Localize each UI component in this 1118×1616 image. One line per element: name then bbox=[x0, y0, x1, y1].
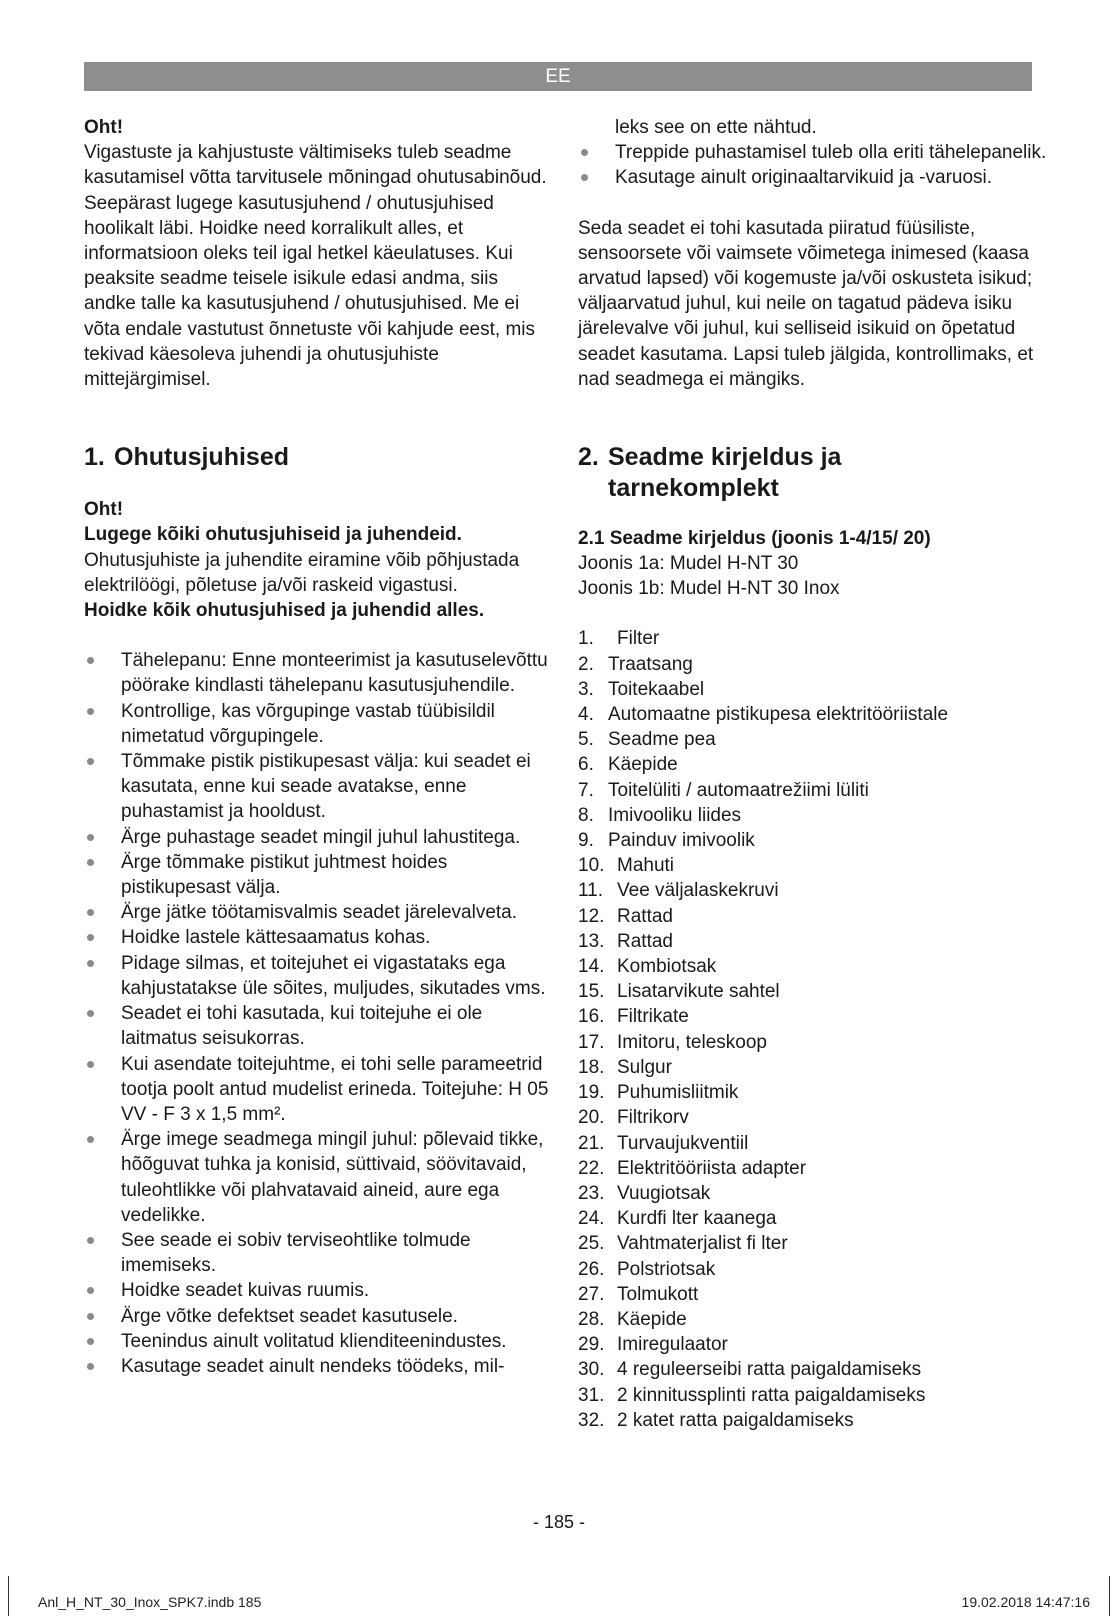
list-item: Ärge võtke defektset seadet kasutusele. bbox=[84, 1304, 554, 1329]
list-item: Tõmmake pistik pistikupesast välja: kui seadet ei kasutata, enne kui seade avatakse, enne puhastamist ja hooldust. bbox=[84, 749, 554, 825]
list-item: 7. Toitelüliti / automaatrežiimi lüliti bbox=[578, 779, 869, 801]
footer-file-info: Anl_H_NT_30_Inox_SPK7.indb 185 bbox=[38, 1594, 262, 1610]
list-item: 12. Rattad bbox=[578, 905, 673, 927]
list-item: 2. Traatsang bbox=[578, 653, 693, 675]
list-item: See seade ei sobiv terviseohtlike tolmude imemiseks. bbox=[84, 1228, 554, 1278]
list-item: 26. Polstriotsak bbox=[578, 1258, 716, 1280]
section-2-title-line-2: tarnekomplekt bbox=[608, 474, 779, 503]
list-item: 18. Sulgur bbox=[578, 1056, 672, 1078]
section-1-number: 1. bbox=[84, 443, 105, 472]
list-item: Teenindus ainult volitatud klienditeenindustes. bbox=[84, 1329, 554, 1354]
list-item: Ärge jätke töötamisvalmis seadet järelevalveta. bbox=[84, 900, 554, 925]
figure-1a-caption: Joonis 1a: Mudel H-NT 30 bbox=[578, 553, 799, 575]
list-item: Kui asendate toitejuhtme, ei tohi selle parameetrid tootja poolt antud mudelist erineda. Toitejuhe: H 05 VV - F 3 x 1,5 mm². bbox=[84, 1052, 554, 1128]
language-header-bar bbox=[84, 62, 1032, 91]
list-item: 21. Turvaujukventiil bbox=[578, 1132, 749, 1154]
intro-paragraph: Vigastuste ja kahjustuste vältimiseks tuleb seadme kasutamisel võtta tarvitusele mõningad ohutusabinõud. Seepärast lugege kasutusjuhend / ohutusjuhised hoolikalt läbi. Hoidke need korralikult alles, et informatsioon oleks teil igal hetkel käeulatuses. Kui peaksite seadme teisele isikule edasi andma, siis andke talle ka kasutusjuhend / ohutusjuhised. Me ei võta endale vastutust õnnetuste või kahjude eest, mis tekivad käesoleva juhendi ja ohutusjuhiste mittejärgimisel. bbox=[84, 142, 547, 391]
figure-1b-caption: Joonis 1b: Mudel H-NT 30 Inox bbox=[578, 578, 840, 600]
continued-text: leks see on ette nähtud. bbox=[615, 117, 817, 138]
list-item: 16. Filtrikate bbox=[578, 1006, 689, 1028]
list-item: 30. 4 reguleerseibi ratta paigaldamiseks bbox=[578, 1359, 922, 1381]
left-column bbox=[84, 115, 554, 1379]
safety-bullet-list bbox=[84, 648, 554, 1379]
warning-title: Oht! bbox=[84, 117, 124, 138]
list-item: 6. Käepide bbox=[578, 754, 678, 776]
list-item: 20. Filtrikorv bbox=[578, 1107, 689, 1129]
list-item: 3. Toitekaabel bbox=[578, 678, 705, 700]
parts-list bbox=[578, 626, 1048, 1433]
list-item: 17. Imitoru, teleskoop bbox=[578, 1031, 767, 1053]
list-item: 5. Seadme pea bbox=[578, 729, 716, 751]
page-number: - 185 - bbox=[532, 1512, 586, 1532]
list-item: 9. Painduv imivoolik bbox=[578, 830, 755, 852]
list-item: 29. Imiregulaator bbox=[578, 1334, 728, 1356]
subsection-2-1-heading: 2.1 Seadme kirjeldus (joonis 1-4/15/ 20) bbox=[578, 528, 931, 550]
list-item: Ärge imege seadmega mingil juhul: põlevaid tikke, hõõguvat tuhka ja konisid, süttivaid, söövitavaid, tuleohtlikke või plahvatavaid aineid, aure ega vedelikke. bbox=[84, 1127, 554, 1228]
list-item: Kasutage ainult originaaltarvikuid ja -varuosi. bbox=[578, 165, 1048, 190]
list-item: 32. 2 katet ratta paigaldamiseks bbox=[578, 1409, 854, 1431]
warning-2-text: Ohutusjuhiste ja juhendite eiramine võib põhjustada elektrilöögi, põletuse ja/või raskeid vigastusi. bbox=[84, 549, 520, 596]
list-item: 11. Vee väljalaskekruvi bbox=[578, 880, 779, 902]
list-item: 22. Elektritööriista adapter bbox=[578, 1157, 807, 1179]
usage-restriction-paragraph: Seda seadet ei tohi kasutada piiratud füüsiliste, sensoorsete või vaimsete võimetega inimesed (kaasa arvatud lapsed) või kogemuste ja/või oskusteta isikud; väljaarvatud juhul, kui neile on tagatud pädeva isiku järelevalve või juhul, kui selliseid isikuid on õpetatud seadet kasutama. Lapsi tuleb jälgida, kontrollimaks, et nad seadmega ei mängiks. bbox=[578, 217, 1034, 390]
crop-mark-left bbox=[8, 1576, 9, 1616]
list-item: 10. Mahuti bbox=[578, 855, 675, 877]
list-item: Pidage silmas, et toitejuhet ei vigastataks ega kahjustatakse üle sõites, muljudes, sikutades vms. bbox=[84, 951, 554, 1001]
list-item: Treppide puhastamisel tuleb olla eriti tähelepanelik. bbox=[578, 140, 1048, 165]
warning-2-title: Oht! bbox=[84, 499, 124, 521]
warning-2-keep: Hoidke kõik ohutusjuhised ja juhendid alles. bbox=[84, 600, 485, 622]
list-item: Ärge puhastage seadet mingil juhul lahustitega. bbox=[84, 825, 554, 850]
list-item: 4. Automaatne pistikupesa elektritööriistale bbox=[578, 704, 949, 726]
list-item: 27. Tolmukott bbox=[578, 1283, 699, 1305]
section-1-title: Ohutusjuhised bbox=[114, 443, 289, 472]
section-1-heading bbox=[84, 442, 554, 473]
list-item: 15. Lisatarvikute sahtel bbox=[578, 981, 780, 1003]
list-item: Kontrollige, kas võrgupinge vastab tüübisildil nimetatud võrgupingele. bbox=[84, 699, 554, 749]
list-item: 28. Käepide bbox=[578, 1308, 687, 1330]
list-item: Tähelepanu: Enne monteerimist ja kasutuselevõttu pöörake kindlasti tähelepanu kasutusjuhendile. bbox=[84, 648, 554, 698]
list-item: Seadet ei tohi kasutada, kui toitejuhe ei ole laitmatus seisukorras. bbox=[84, 1001, 554, 1051]
crop-mark-right bbox=[1109, 1576, 1110, 1616]
section-2-title-line-1: Seadme kirjeldus ja bbox=[608, 443, 842, 472]
footer-timestamp: 19.02.2018 14:47:16 bbox=[961, 1594, 1090, 1610]
list-item: 8. Imivooliku liides bbox=[578, 804, 742, 826]
warning-2-read-all: Lugege kõiki ohutusjuhiseid ja juhendeid. bbox=[84, 524, 462, 546]
right-bullet-list bbox=[578, 140, 1048, 190]
list-item: Hoidke lastele kättesaamatus kohas. bbox=[84, 925, 554, 950]
list-item: 14. Kombiotsak bbox=[578, 956, 717, 978]
section-2-heading bbox=[578, 442, 1048, 504]
section-2-number: 2. bbox=[578, 443, 599, 472]
list-item: 1. Filter bbox=[578, 628, 660, 650]
list-item: 23. Vuugiotsak bbox=[578, 1182, 711, 1204]
right-column bbox=[578, 115, 1048, 1433]
list-item: 31. 2 kinnitussplinti ratta paigaldamiseks bbox=[578, 1384, 926, 1406]
language-label: EE bbox=[545, 66, 571, 87]
list-item: 19. Puhumisliitmik bbox=[578, 1082, 739, 1104]
list-item: Ärge tõmmake pistikut juhtmest hoides pistikupesast välja. bbox=[84, 850, 554, 900]
list-item: 13. Rattad bbox=[578, 930, 673, 952]
list-item: Hoidke seadet kuivas ruumis. bbox=[84, 1278, 554, 1303]
list-item: Kasutage seadet ainult nendeks töödeks, mil- bbox=[84, 1354, 554, 1379]
list-item: 24. Kurdfi lter kaanega bbox=[578, 1208, 777, 1230]
list-item: 25. Vahtmaterjalist fi lter bbox=[578, 1233, 788, 1255]
